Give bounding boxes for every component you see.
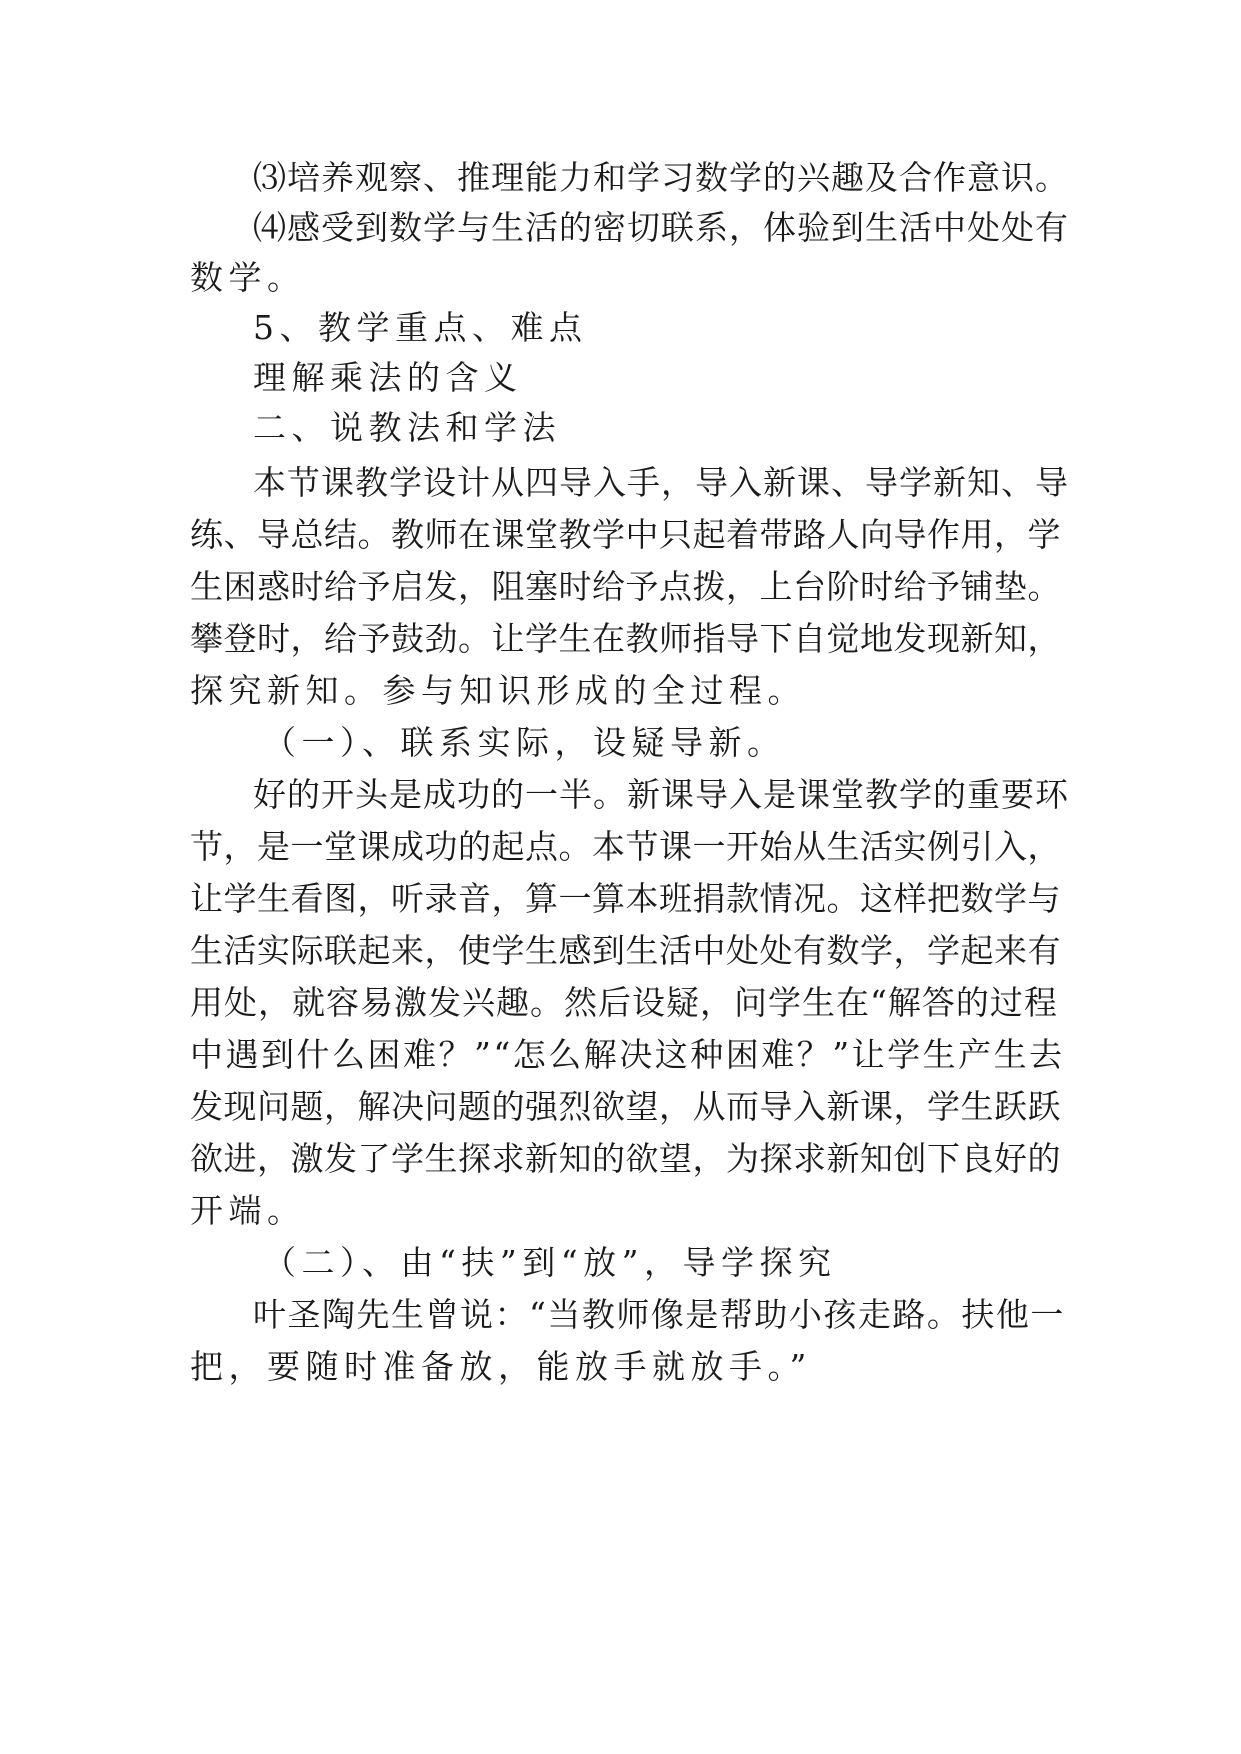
paragraph-line: 生活实际联起来，使学生感到生活中处处有数学，学起来有 <box>190 931 1061 970</box>
paragraph-line: 叶圣陶先生曾说：“当教师像是帮助小孩走路。扶他一 <box>253 1295 1065 1334</box>
paragraph-line: 练、导总结。教师在课堂教学中只起着带路人向导作用，学 <box>190 515 1061 554</box>
section-heading: 二、说教法和学法 <box>253 408 561 447</box>
paragraph-line: 生困惑时给予启发，阻塞时给予点拨，上台阶时给予铺垫。 <box>190 567 1061 606</box>
paragraph-line: ⑶培养观察、推理能力和学习数学的兴趣及合作意识。 <box>253 158 1069 197</box>
paragraph-line: 理解乘法的含义 <box>253 358 523 397</box>
paragraph-line: 数学。 <box>190 258 306 297</box>
paragraph-line: 探究新知。参与知识形成的全过程。 <box>190 671 806 710</box>
paragraph-line: 发现问题，解决问题的强烈欲望，从而导入新课，学生跃跃 <box>190 1087 1061 1126</box>
paragraph-line: 本节课教学设计从四导入手，导入新课、导学新知、导 <box>253 463 1069 502</box>
subsection-heading: （二）、由“扶”到“放”，导学探究 <box>263 1243 837 1282</box>
paragraph-line: 用处，就容易激发兴趣。然后设疑，问学生在“解答的过程 <box>190 983 1058 1022</box>
paragraph-line: 把，要随时准备放，能放手就放手。” <box>190 1347 812 1386</box>
paragraph-line: ⑷感受到数学与生活的密切联系，体验到生活中处处有 <box>253 208 1069 247</box>
subsection-heading: （一）、联系实际，设疑导新。 <box>263 723 786 762</box>
paragraph-line: 攀登时，给予鼓劲。让学生在教师指导下自觉地发现新知， <box>190 619 1061 658</box>
paragraph-line: 开端。 <box>190 1191 306 1230</box>
paragraph-line: 让学生看图，听录音，算一算本班捐款情况。这样把数学与 <box>190 879 1061 918</box>
paragraph-line: 好的开头是成功的一半。新课导入是课堂教学的重要环 <box>253 775 1069 814</box>
paragraph-line: 欲进，激发了学生探求新知的欲望，为探求新知创下良好的 <box>190 1139 1061 1178</box>
section-heading: 5、教学重点、难点 <box>253 308 588 347</box>
paragraph-line: 中遇到什么困难？”“怎么解决这种困难？”让学生产生去 <box>190 1035 1065 1074</box>
paragraph-line: 节，是一堂课成功的起点。本节课一开始从生活实例引入， <box>190 827 1061 866</box>
